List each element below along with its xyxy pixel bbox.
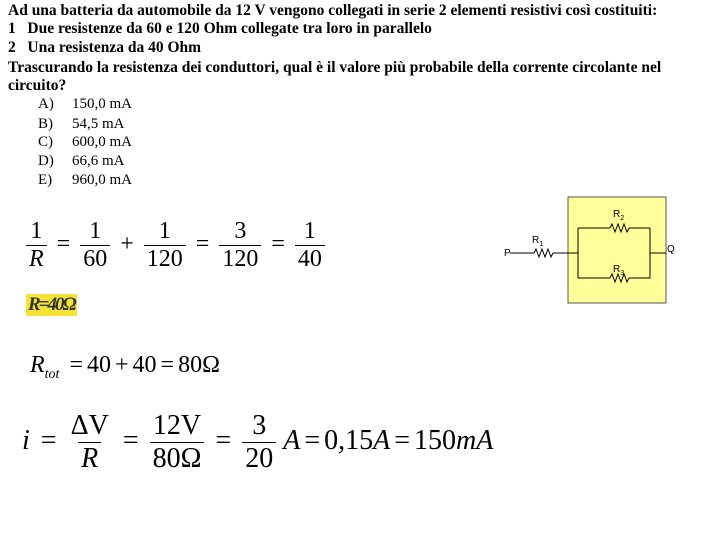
option-text: 66,6 mA (72, 153, 125, 169)
problem-item-1 (8, 20, 432, 38)
option-letter: B) (38, 116, 53, 132)
option-c (38, 134, 132, 151)
label-r3: $R_3$ (613, 264, 625, 277)
question-line-2: circuito? (8, 77, 67, 94)
fraction: $\frac{1}{120}$ (144, 218, 186, 273)
item-number: 2 (8, 39, 16, 56)
option-e (38, 172, 132, 189)
fraction: $\frac{\Delta V}{R}$ (70, 410, 109, 474)
item-number: 1 (8, 20, 16, 37)
option-letter: C) (38, 134, 53, 150)
option-text: 600,0 mA (72, 134, 132, 150)
option-b (38, 116, 125, 133)
label-q: Q (667, 244, 675, 255)
current-formula: i = $\frac{\Delta V}{R}$ = $\frac{12V}{80\Omega}$ = $\frac{3}{20}$ A = 0,15A = 150mA (22, 410, 494, 474)
circuit-diagram (500, 190, 690, 310)
fraction: $\frac{1}{R}$ (26, 218, 47, 273)
question-line-1: Trascurando la resistenza dei conduttori, qual è il valore più probabile della corrente circolante nel (8, 59, 662, 76)
label-p: P (504, 248, 511, 259)
label-r2: $R_2$ (613, 209, 625, 222)
option-d (38, 153, 125, 170)
option-text: 54,5 mA (72, 116, 125, 132)
item-text: Una resistenza da 40 Ohm (27, 39, 202, 56)
total-resistance-formula: $R_{tot} = 40 + 40 = 80\Omega$ (30, 352, 220, 382)
fraction: $\frac{1}{60}$ (80, 218, 110, 273)
fraction: $\frac{3}{120}$ (219, 218, 261, 273)
resistor-r1 (534, 249, 553, 257)
highlighted-result: R=40Ω (28, 294, 75, 315)
option-text: 960,0 mA (72, 172, 132, 188)
option-letter: E) (38, 172, 53, 188)
problem-line-1: Ad una batteria da automobile da 12 V vengono collegati in serie 2 elementi resistivi così costituiti: (8, 2, 658, 19)
label-r1: $R_1$ (532, 235, 544, 248)
item-text: Due resistenze da 60 e 120 Ohm collegate tra loro in parallelo (27, 20, 432, 37)
problem-item-2 (8, 39, 201, 57)
fraction: $\frac{1}{40}$ (295, 218, 325, 273)
option-letter: A) (38, 96, 54, 112)
option-letter: D) (38, 153, 54, 169)
parallel-formula: $\frac{1}{R}$ = $\frac{1}{60}$ + $\frac{1}{120}$ = $\frac{3}{120}$ = $\frac{1}{40}$ (26, 218, 325, 273)
option-a (38, 96, 132, 113)
fraction: $\frac{3}{20}$ (242, 410, 276, 475)
option-text: 150,0 mA (72, 96, 132, 112)
fraction: $\frac{12V}{80\Omega}$ (150, 410, 205, 475)
